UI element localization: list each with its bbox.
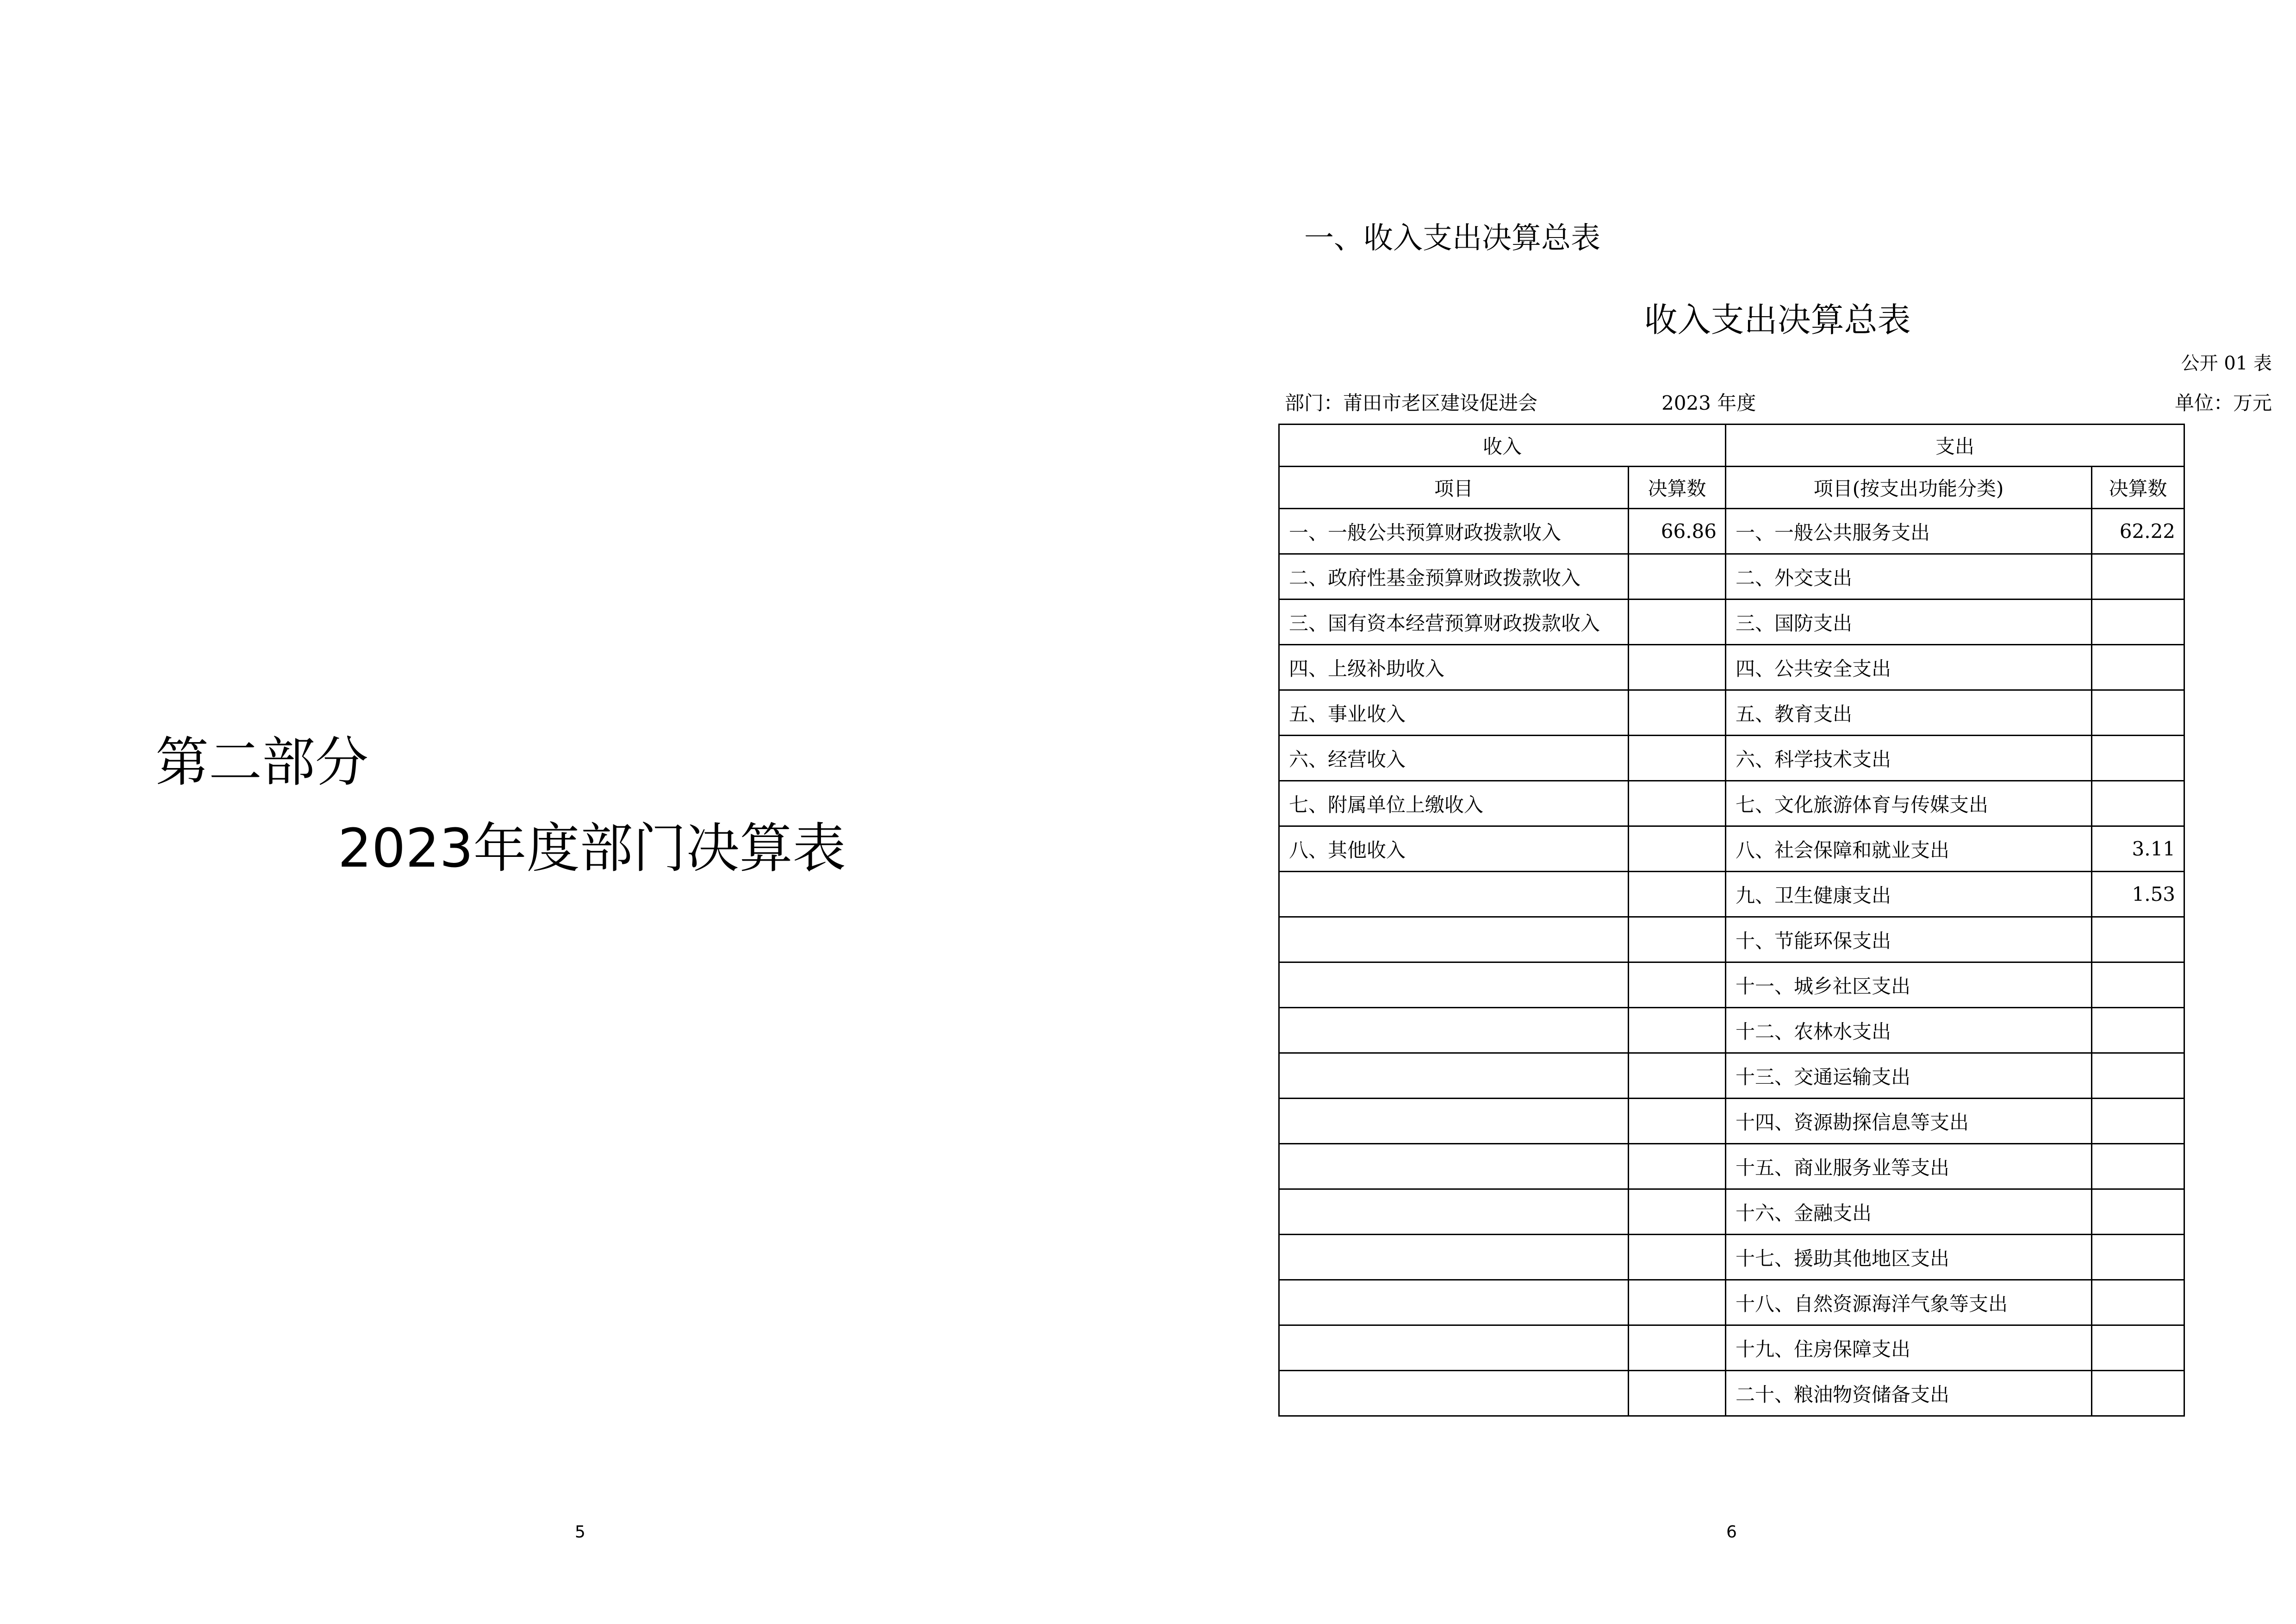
expense-item-cell: 十九、住房保障支出 xyxy=(1726,1325,2092,1371)
table-row xyxy=(1279,826,2184,872)
expense-item-cell: 十、节能环保支出 xyxy=(1726,917,2092,962)
expense-item-cell: 十三、交通运输支出 xyxy=(1726,1053,2092,1099)
part-subtitle: 2023年度部门决算表 xyxy=(338,818,846,880)
expense-item-cell: 十八、自然资源海洋气象等支出 xyxy=(1726,1280,2092,1325)
page-number-left: 5 xyxy=(575,1523,585,1542)
table-row xyxy=(1279,1008,2184,1053)
table-row xyxy=(1279,1189,2184,1235)
expense-item-cell: 三、国防支出 xyxy=(1726,600,2092,645)
table-row xyxy=(1279,509,2184,554)
income-amount-cell xyxy=(1629,872,1726,917)
income-expense-table xyxy=(1278,424,2185,1417)
income-item-cell xyxy=(1279,1371,1629,1416)
income-amount-cell xyxy=(1629,962,1726,1008)
income-amount-cell xyxy=(1629,600,1726,645)
expense-amount-cell xyxy=(2092,1189,2184,1235)
income-amount-cell: 66.86 xyxy=(1629,509,1726,554)
table-row xyxy=(1279,600,2184,645)
expense-amount-cell xyxy=(2092,1280,2184,1325)
income-amount-cell xyxy=(1629,645,1726,690)
expense-item-cell: 十五、商业服务业等支出 xyxy=(1726,1144,2092,1189)
income-item-cell xyxy=(1279,1235,1629,1280)
expense-group-header: 支出 xyxy=(1726,425,2184,467)
expense-amount-cell xyxy=(2092,1325,2184,1371)
expense-item-cell: 二十、粮油物资储备支出 xyxy=(1726,1371,2092,1416)
expense-amount-cell: 3.11 xyxy=(2092,826,2184,872)
income-amount-cell xyxy=(1629,736,1726,781)
expense-item-cell: 四、公共安全支出 xyxy=(1726,645,2092,690)
table-group-header-row xyxy=(1279,425,2184,467)
income-amount-cell xyxy=(1629,1008,1726,1053)
table-row xyxy=(1279,645,2184,690)
income-item-cell xyxy=(1279,1144,1629,1189)
income-item-cell: 二、政府性基金预算财政拨款收入 xyxy=(1279,554,1629,600)
table-row xyxy=(1279,872,2184,917)
income-amount-cell xyxy=(1629,917,1726,962)
table-row xyxy=(1279,1053,2184,1099)
income-amount-cell xyxy=(1629,826,1726,872)
table-code: 公开 01 表 xyxy=(2181,353,2272,374)
expense-amount-cell xyxy=(2092,1008,2184,1053)
expense-item-header: 项目(按支出功能分类) xyxy=(1726,467,2092,509)
right-page xyxy=(1148,0,2296,1624)
expense-item-cell: 十一、城乡社区支出 xyxy=(1726,962,2092,1008)
income-item-cell: 六、经营收入 xyxy=(1279,736,1629,781)
table-row xyxy=(1279,1371,2184,1416)
income-item-cell xyxy=(1279,1008,1629,1053)
income-item-cell xyxy=(1279,872,1629,917)
expense-amount-cell xyxy=(2092,917,2184,962)
expense-amount-cell xyxy=(2092,645,2184,690)
income-item-cell xyxy=(1279,1189,1629,1235)
income-amount-cell xyxy=(1629,1235,1726,1280)
income-group-header: 收入 xyxy=(1279,425,1726,467)
section-heading: 一、收入支出决算总表 xyxy=(1304,221,1600,256)
income-item-cell xyxy=(1279,962,1629,1008)
expense-amount-cell xyxy=(2092,1371,2184,1416)
expense-amount-cell xyxy=(2092,962,2184,1008)
unit-label: 单位：万元 xyxy=(2174,392,2272,414)
year-label: 2023 年度 xyxy=(1661,392,1756,414)
income-item-cell xyxy=(1279,917,1629,962)
income-amount-cell xyxy=(1629,1144,1726,1189)
income-amount-cell xyxy=(1629,1053,1726,1099)
income-item-cell: 八、其他收入 xyxy=(1279,826,1629,872)
expense-item-cell: 十二、农林水支出 xyxy=(1726,1008,2092,1053)
table-row xyxy=(1279,554,2184,600)
expense-amount-cell xyxy=(2092,600,2184,645)
expense-item-cell: 七、文化旅游体育与传媒支出 xyxy=(1726,781,2092,826)
income-item-cell: 七、附属单位上缴收入 xyxy=(1279,781,1629,826)
income-item-cell: 五、事业收入 xyxy=(1279,690,1629,736)
expense-amount-cell xyxy=(2092,1053,2184,1099)
table-row xyxy=(1279,1099,2184,1144)
page-number-right: 6 xyxy=(1726,1523,1737,1542)
expense-item-cell: 十四、资源勘探信息等支出 xyxy=(1726,1099,2092,1144)
income-item-cell: 一、一般公共预算财政拨款收入 xyxy=(1279,509,1629,554)
income-amount-header: 决算数 xyxy=(1629,467,1726,509)
income-item-cell xyxy=(1279,1325,1629,1371)
expense-item-cell: 五、教育支出 xyxy=(1726,690,2092,736)
expense-item-cell: 六、科学技术支出 xyxy=(1726,736,2092,781)
table-column-header-row xyxy=(1279,467,2184,509)
expense-amount-cell xyxy=(2092,554,2184,600)
table-row xyxy=(1279,781,2184,826)
expense-amount-header: 决算数 xyxy=(2092,467,2184,509)
income-amount-cell xyxy=(1629,690,1726,736)
table-row xyxy=(1279,1235,2184,1280)
income-item-cell: 四、上级补助收入 xyxy=(1279,645,1629,690)
expense-item-cell: 十七、援助其他地区支出 xyxy=(1726,1235,2092,1280)
income-amount-cell xyxy=(1629,1189,1726,1235)
income-amount-cell xyxy=(1629,1325,1726,1371)
expense-amount-cell xyxy=(2092,1144,2184,1189)
table-row xyxy=(1279,1144,2184,1189)
income-item-cell xyxy=(1279,1280,1629,1325)
table-title: 收入支出决算总表 xyxy=(1644,300,1911,339)
table-row xyxy=(1279,1280,2184,1325)
table-row xyxy=(1279,917,2184,962)
table-row xyxy=(1279,736,2184,781)
income-item-header: 项目 xyxy=(1279,467,1629,509)
expense-amount-cell: 62.22 xyxy=(2092,509,2184,554)
expense-amount-cell xyxy=(2092,1099,2184,1144)
table-row xyxy=(1279,690,2184,736)
expense-amount-cell: 1.53 xyxy=(2092,872,2184,917)
expense-item-cell: 二、外交支出 xyxy=(1726,554,2092,600)
expense-amount-cell xyxy=(2092,781,2184,826)
expense-item-cell: 一、一般公共服务支出 xyxy=(1726,509,2092,554)
table-row xyxy=(1279,1325,2184,1371)
expense-amount-cell xyxy=(2092,736,2184,781)
department-label: 部门：莆田市老区建设促进会 xyxy=(1285,392,1538,414)
income-amount-cell xyxy=(1629,781,1726,826)
expense-amount-cell xyxy=(2092,690,2184,736)
expense-amount-cell xyxy=(2092,1235,2184,1280)
expense-item-cell: 九、卫生健康支出 xyxy=(1726,872,2092,917)
table-row xyxy=(1279,962,2184,1008)
part-title: 第二部分 xyxy=(156,731,369,793)
income-amount-cell xyxy=(1629,1099,1726,1144)
income-item-cell xyxy=(1279,1099,1629,1144)
expense-item-cell: 八、社会保障和就业支出 xyxy=(1726,826,2092,872)
income-amount-cell xyxy=(1629,554,1726,600)
income-amount-cell xyxy=(1629,1280,1726,1325)
income-amount-cell xyxy=(1629,1371,1726,1416)
expense-item-cell: 十六、金融支出 xyxy=(1726,1189,2092,1235)
income-item-cell: 三、国有资本经营预算财政拨款收入 xyxy=(1279,600,1629,645)
income-item-cell xyxy=(1279,1053,1629,1099)
